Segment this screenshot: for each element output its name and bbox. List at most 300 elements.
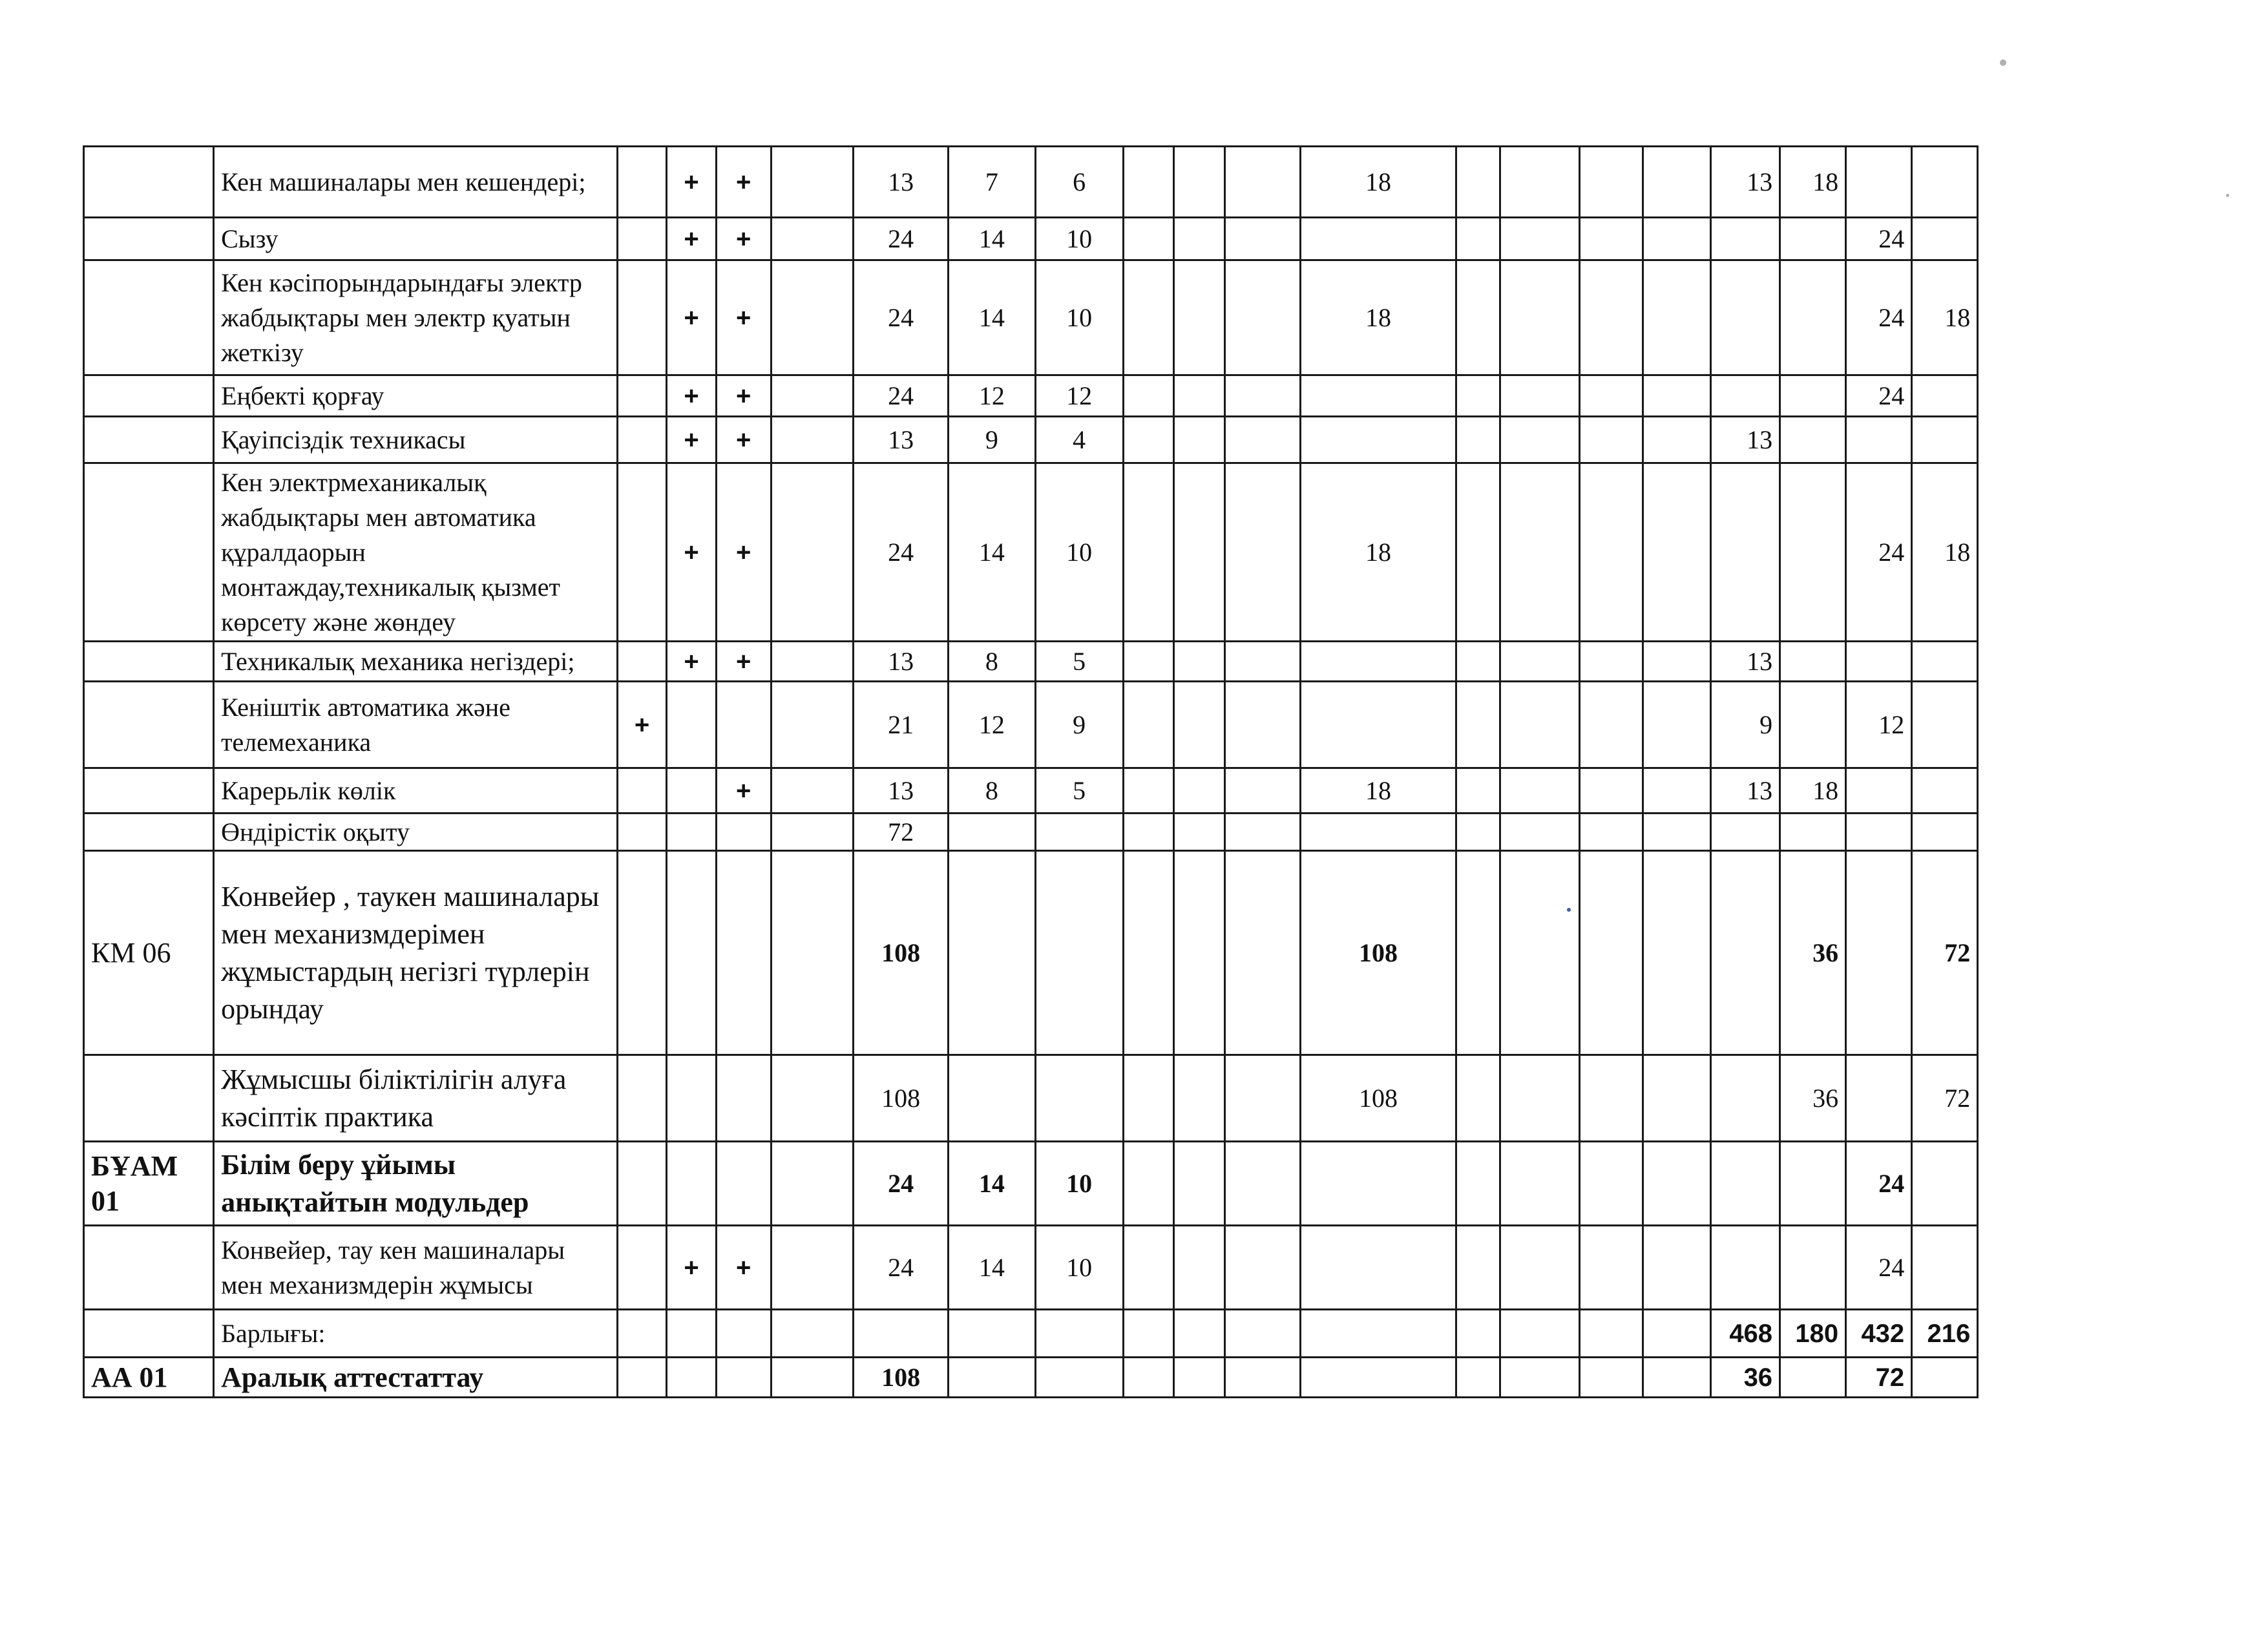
hours-cell: [1643, 375, 1710, 417]
hours-cell: [1500, 1226, 1579, 1310]
hours-cell: 14: [949, 1226, 1036, 1310]
semester-hours-cell: 13: [1710, 417, 1780, 463]
exam-form-mark-cell: [617, 814, 667, 851]
exam-form-mark-cell: [771, 768, 854, 814]
hours-cell: [1224, 1055, 1300, 1142]
curriculum-table: [83, 145, 2252, 1398]
hours-cell: [1500, 814, 1579, 851]
hours-cell: [1579, 260, 1643, 375]
hours-cell: [1500, 851, 1579, 1055]
semester-hours-cell: [1780, 682, 1846, 768]
hours-cell: [1643, 1055, 1710, 1142]
hours-cell: [1174, 1358, 1225, 1398]
semester-hours-cell: [1780, 642, 1846, 682]
semester-hours-cell: [1846, 147, 1912, 218]
hours-cell: [1579, 1310, 1643, 1358]
semester-hours-cell: [1780, 814, 1846, 851]
hours-cell: [1123, 1142, 1174, 1226]
exam-form-mark-cell: +: [716, 1226, 771, 1310]
hours-cell: [1224, 375, 1300, 417]
hours-cell: [1035, 1310, 1123, 1358]
exam-form-mark-cell: +: [667, 375, 717, 417]
hours-cell: 18: [1301, 147, 1456, 218]
semester-hours-cell: [1912, 1226, 1978, 1310]
hours-cell: [1174, 642, 1225, 682]
hours-cell: [854, 1310, 949, 1358]
exam-form-mark-cell: [667, 1310, 717, 1358]
hours-cell: 108: [854, 851, 949, 1055]
exam-form-mark-cell: [667, 851, 717, 1055]
exam-form-mark-cell: [771, 814, 854, 851]
module-code-cell: [84, 642, 214, 682]
hours-cell: 24: [854, 1226, 949, 1310]
hours-cell: [1643, 768, 1710, 814]
exam-form-mark-cell: [617, 218, 667, 260]
exam-form-mark-cell: +: [716, 642, 771, 682]
hours-cell: 13: [854, 417, 949, 463]
semester-hours-cell: 72: [1912, 851, 1978, 1055]
hours-cell: 13: [854, 768, 949, 814]
hours-cell: 14: [949, 463, 1036, 642]
hours-cell: [1456, 682, 1500, 768]
table-row: [84, 642, 2252, 682]
table-row: [84, 1226, 2252, 1310]
module-name-cell: Кеніштік автоматика және телемеханика: [214, 682, 618, 768]
hours-cell: [1579, 218, 1643, 260]
hours-cell: [1456, 1310, 1500, 1358]
exam-form-mark-cell: [617, 147, 667, 218]
hours-cell: [1456, 1055, 1500, 1142]
semester-hours-cell: 24: [1846, 375, 1912, 417]
hours-cell: [1643, 463, 1710, 642]
hours-cell: [1579, 814, 1643, 851]
semester-hours-cell: [1912, 417, 1978, 463]
hours-cell: 10: [1035, 218, 1123, 260]
table-row: [84, 814, 2252, 851]
table-row: [84, 260, 2252, 375]
hours-cell: [1123, 1226, 1174, 1310]
hours-cell: [1123, 375, 1174, 417]
exam-form-mark-cell: [771, 147, 854, 218]
semester-hours-cell: 18: [1912, 463, 1978, 642]
exam-form-mark-cell: [617, 851, 667, 1055]
hours-cell: 21: [854, 682, 949, 768]
hours-cell: 18: [1301, 260, 1456, 375]
exam-form-mark-cell: [771, 218, 854, 260]
exam-form-mark-cell: +: [667, 417, 717, 463]
module-name-cell: Сызу: [214, 218, 618, 260]
hours-cell: [1500, 218, 1579, 260]
hours-cell: 14: [949, 1142, 1036, 1226]
module-name-cell: Конвейер, тау кен машиналары мен механизмдерін жұмысы: [214, 1226, 618, 1310]
exam-form-mark-cell: [771, 1310, 854, 1358]
semester-hours-cell: 24: [1846, 1142, 1912, 1226]
hours-cell: [1301, 1358, 1456, 1398]
hours-cell: [1456, 1142, 1500, 1226]
hours-cell: 12: [1035, 375, 1123, 417]
semester-hours-cell: 13: [1710, 147, 1780, 218]
module-code-cell: [84, 768, 214, 814]
hours-cell: [1579, 682, 1643, 768]
semester-hours-cell: 18: [1912, 260, 1978, 375]
semester-hours-cell: [1710, 260, 1780, 375]
semester-hours-cell: [1710, 851, 1780, 1055]
hours-cell: [1500, 642, 1579, 682]
hours-cell: 8: [949, 768, 1036, 814]
hours-cell: [1123, 682, 1174, 768]
semester-hours-cell: [1710, 218, 1780, 260]
exam-form-mark-cell: [771, 1142, 854, 1226]
exam-form-mark-cell: [617, 1055, 667, 1142]
hours-cell: [949, 1055, 1036, 1142]
table-row: [84, 218, 2252, 260]
hours-cell: [1224, 218, 1300, 260]
exam-form-mark-cell: [771, 1226, 854, 1310]
hours-cell: [1123, 218, 1174, 260]
module-code-cell: [84, 260, 214, 375]
module-name-cell: Өндірістік оқыту: [214, 814, 618, 851]
module-name-cell: Жұмысшы біліктілігін алуға кәсіптік практика: [214, 1055, 618, 1142]
hours-cell: [1174, 682, 1225, 768]
semester-hours-cell: [1780, 463, 1846, 642]
module-code-cell: [84, 1310, 214, 1358]
semester-hours-cell: [1912, 1358, 1978, 1398]
semester-hours-cell: [1780, 218, 1846, 260]
hours-cell: 108: [1301, 851, 1456, 1055]
semester-hours-cell: [1912, 375, 1978, 417]
exam-form-mark-cell: [716, 1310, 771, 1358]
hours-cell: [1123, 768, 1174, 814]
hours-cell: [1174, 814, 1225, 851]
exam-form-mark-cell: [617, 260, 667, 375]
semester-hours-cell: [1912, 642, 1978, 682]
hours-cell: [1224, 1142, 1300, 1226]
semester-hours-cell: [1912, 814, 1978, 851]
module-name-cell: Аралық аттестаттау: [214, 1358, 618, 1398]
hours-cell: [949, 851, 1036, 1055]
hours-cell: [1174, 1226, 1225, 1310]
hours-cell: [1224, 851, 1300, 1055]
table-row: [84, 463, 2252, 642]
exam-form-mark-cell: [771, 463, 854, 642]
hours-cell: [1579, 1226, 1643, 1310]
semester-hours-cell: [1846, 417, 1912, 463]
exam-form-mark-cell: +: [667, 218, 717, 260]
hours-cell: [1643, 851, 1710, 1055]
semester-hours-cell: [1780, 417, 1846, 463]
module-name-cell: Карерьлік көлік: [214, 768, 618, 814]
hours-cell: [1579, 642, 1643, 682]
exam-form-mark-cell: [771, 851, 854, 1055]
semester-hours-cell: [1780, 1226, 1846, 1310]
scan-speck: [2000, 59, 2006, 66]
hours-cell: [1456, 417, 1500, 463]
exam-form-mark-cell: [771, 417, 854, 463]
hours-cell: [1123, 260, 1174, 375]
hours-cell: 5: [1035, 768, 1123, 814]
hours-cell: [1301, 1142, 1456, 1226]
hours-cell: [1456, 260, 1500, 375]
hours-cell: 10: [1035, 1142, 1123, 1226]
semester-hours-cell: [1710, 1226, 1780, 1310]
hours-cell: [1643, 1310, 1710, 1358]
hours-cell: 24: [854, 375, 949, 417]
hours-cell: [1301, 375, 1456, 417]
exam-form-mark-cell: [716, 1358, 771, 1398]
hours-cell: [1224, 682, 1300, 768]
hours-cell: [1579, 1142, 1643, 1226]
semester-hours-cell: 432: [1846, 1310, 1912, 1358]
table-row: [84, 1310, 2252, 1358]
table-row: [84, 682, 2252, 768]
module-code-cell: [84, 375, 214, 417]
exam-form-mark-cell: [771, 682, 854, 768]
hours-cell: [1123, 147, 1174, 218]
exam-form-mark-cell: [716, 1142, 771, 1226]
hours-cell: [1643, 642, 1710, 682]
hours-cell: [1174, 1055, 1225, 1142]
table-row: [84, 375, 2252, 417]
hours-cell: [1174, 463, 1225, 642]
hours-cell: [1579, 463, 1643, 642]
hours-cell: [1643, 417, 1710, 463]
hours-cell: 14: [949, 218, 1036, 260]
hours-cell: 7: [949, 147, 1036, 218]
hours-cell: [1643, 1358, 1710, 1398]
semester-hours-cell: 72: [1912, 1055, 1978, 1142]
hours-cell: [1456, 1358, 1500, 1398]
exam-form-mark-cell: [617, 1142, 667, 1226]
semester-hours-cell: 13: [1710, 768, 1780, 814]
semester-hours-cell: 13: [1710, 642, 1780, 682]
semester-hours-cell: [1710, 463, 1780, 642]
hours-cell: [1579, 768, 1643, 814]
exam-form-mark-cell: [667, 768, 717, 814]
exam-form-mark-cell: +: [716, 147, 771, 218]
hours-cell: 108: [1301, 1055, 1456, 1142]
exam-form-mark-cell: +: [716, 260, 771, 375]
hours-cell: 6: [1035, 147, 1123, 218]
hours-cell: 12: [949, 375, 1036, 417]
exam-form-mark-cell: [771, 1358, 854, 1398]
semester-hours-cell: [1780, 1358, 1846, 1398]
module-name-cell: Еңбекті қорғау: [214, 375, 618, 417]
hours-cell: [1224, 814, 1300, 851]
hours-cell: [1301, 682, 1456, 768]
hours-cell: 13: [854, 147, 949, 218]
hours-cell: 24: [854, 260, 949, 375]
table-row: [84, 1055, 2252, 1142]
module-code-cell: [84, 147, 214, 218]
semester-hours-cell: [1710, 375, 1780, 417]
hours-cell: [1500, 463, 1579, 642]
table-row: [84, 147, 2252, 218]
exam-form-mark-cell: [716, 1055, 771, 1142]
hours-cell: 24: [854, 463, 949, 642]
hours-cell: 9: [1035, 682, 1123, 768]
hours-cell: [1579, 375, 1643, 417]
table-row: [84, 768, 2252, 814]
hours-cell: [1035, 1358, 1123, 1398]
exam-form-mark-cell: [771, 642, 854, 682]
semester-hours-cell: 24: [1846, 463, 1912, 642]
module-name-cell: Кен машиналары мен кешендері;: [214, 147, 618, 218]
hours-cell: [1123, 1358, 1174, 1398]
hours-cell: [1174, 147, 1225, 218]
hours-cell: [1643, 260, 1710, 375]
hours-cell: [1301, 1310, 1456, 1358]
exam-form-mark-cell: [667, 1358, 717, 1398]
hours-cell: [949, 814, 1036, 851]
semester-hours-cell: 18: [1780, 147, 1846, 218]
exam-form-mark-cell: +: [716, 768, 771, 814]
hours-cell: [1224, 147, 1300, 218]
hours-cell: [1301, 642, 1456, 682]
exam-form-mark-cell: +: [667, 147, 717, 218]
hours-cell: [1174, 218, 1225, 260]
hours-cell: [949, 1358, 1036, 1398]
hours-cell: [1174, 1310, 1225, 1358]
hours-cell: [1224, 642, 1300, 682]
hours-cell: [1500, 375, 1579, 417]
semester-hours-cell: 72: [1846, 1358, 1912, 1398]
hours-cell: [1456, 851, 1500, 1055]
semester-hours-cell: 9: [1710, 682, 1780, 768]
exam-form-mark-cell: +: [667, 642, 717, 682]
exam-form-mark-cell: [771, 1055, 854, 1142]
hours-cell: [1456, 1226, 1500, 1310]
exam-form-mark-cell: [771, 375, 854, 417]
hours-cell: [1301, 218, 1456, 260]
hours-cell: [1224, 768, 1300, 814]
exam-form-mark-cell: [617, 417, 667, 463]
exam-form-mark-cell: [771, 260, 854, 375]
module-name-cell: Кен кәсіпорындарындағы электр жабдықтары мен электр қуатын жеткізу: [214, 260, 618, 375]
exam-form-mark-cell: +: [716, 218, 771, 260]
semester-hours-cell: [1710, 814, 1780, 851]
hours-cell: 108: [854, 1358, 949, 1398]
hours-cell: [1643, 1226, 1710, 1310]
hours-cell: [1500, 1310, 1579, 1358]
hours-cell: 18: [1301, 768, 1456, 814]
exam-form-mark-cell: [617, 1310, 667, 1358]
hours-cell: [949, 1310, 1036, 1358]
exam-form-mark-cell: [617, 1226, 667, 1310]
module-name-cell: Қауіпсіздік техникасы: [214, 417, 618, 463]
hours-cell: [1500, 260, 1579, 375]
hours-cell: [1643, 814, 1710, 851]
module-name-cell: Барлығы:: [214, 1310, 618, 1358]
hours-cell: [1643, 218, 1710, 260]
semester-hours-cell: 24: [1846, 1226, 1912, 1310]
hours-cell: [1579, 1055, 1643, 1142]
hours-cell: [1224, 1358, 1300, 1398]
module-name-cell: Техникалық механика негіздері;: [214, 642, 618, 682]
semester-hours-cell: [1780, 375, 1846, 417]
semester-hours-cell: 180: [1780, 1310, 1846, 1358]
semester-hours-cell: 24: [1846, 218, 1912, 260]
semester-hours-cell: 36: [1780, 1055, 1846, 1142]
hours-cell: 12: [949, 682, 1036, 768]
hours-cell: 24: [854, 218, 949, 260]
exam-form-mark-cell: [617, 768, 667, 814]
exam-form-mark-cell: +: [617, 682, 667, 768]
exam-form-mark-cell: +: [716, 375, 771, 417]
module-name-cell: Білім беру ұйымы анықтайтын модульдер: [214, 1142, 618, 1226]
hours-cell: [1643, 682, 1710, 768]
hours-cell: [1123, 642, 1174, 682]
hours-cell: [1224, 1226, 1300, 1310]
module-code-cell: БҰАМ 01: [84, 1142, 214, 1226]
table-row: [84, 851, 2252, 1055]
module-code-cell: КМ 06: [84, 851, 214, 1055]
hours-cell: 8: [949, 642, 1036, 682]
hours-cell: 4: [1035, 417, 1123, 463]
exam-form-mark-cell: +: [716, 463, 771, 642]
hours-cell: [1456, 375, 1500, 417]
exam-form-mark-cell: +: [716, 417, 771, 463]
semester-hours-cell: [1780, 260, 1846, 375]
hours-cell: 18: [1301, 463, 1456, 642]
hours-cell: 72: [854, 814, 949, 851]
module-code-cell: [84, 1226, 214, 1310]
exam-form-mark-cell: [716, 814, 771, 851]
hours-cell: 10: [1035, 260, 1123, 375]
hours-cell: [1500, 1055, 1579, 1142]
module-code-cell: [84, 417, 214, 463]
hours-cell: 13: [854, 642, 949, 682]
hours-cell: 5: [1035, 642, 1123, 682]
module-code-cell: [84, 218, 214, 260]
exam-form-mark-cell: [667, 1055, 717, 1142]
hours-cell: 9: [949, 417, 1036, 463]
semester-hours-cell: [1846, 642, 1912, 682]
module-code-cell: [84, 814, 214, 851]
hours-cell: [1500, 1142, 1579, 1226]
exam-form-mark-cell: [716, 851, 771, 1055]
hours-cell: [1224, 1310, 1300, 1358]
hours-cell: [1456, 463, 1500, 642]
semester-hours-cell: 18: [1780, 768, 1846, 814]
exam-form-mark-cell: +: [667, 463, 717, 642]
semester-hours-cell: [1912, 682, 1978, 768]
semester-hours-cell: [1912, 218, 1978, 260]
hours-cell: [1174, 768, 1225, 814]
table-row: [84, 1358, 2252, 1398]
hours-cell: [1174, 260, 1225, 375]
hours-cell: [1579, 417, 1643, 463]
hours-cell: [1500, 682, 1579, 768]
hours-cell: [1456, 814, 1500, 851]
semester-hours-cell: 216: [1912, 1310, 1978, 1358]
hours-cell: [1456, 147, 1500, 218]
exam-form-mark-cell: [667, 1142, 717, 1226]
hours-cell: [1500, 417, 1579, 463]
semester-hours-cell: [1912, 1142, 1978, 1226]
hours-cell: [1301, 417, 1456, 463]
semester-hours-cell: [1710, 1142, 1780, 1226]
exam-form-mark-cell: [617, 1358, 667, 1398]
hours-cell: [1123, 814, 1174, 851]
hours-cell: [1224, 463, 1300, 642]
module-code-cell: [84, 682, 214, 768]
hours-cell: [1301, 1226, 1456, 1310]
hours-cell: [1643, 1142, 1710, 1226]
hours-cell: [1123, 1055, 1174, 1142]
exam-form-mark-cell: [667, 682, 717, 768]
semester-hours-cell: [1846, 851, 1912, 1055]
hours-cell: [1035, 814, 1123, 851]
